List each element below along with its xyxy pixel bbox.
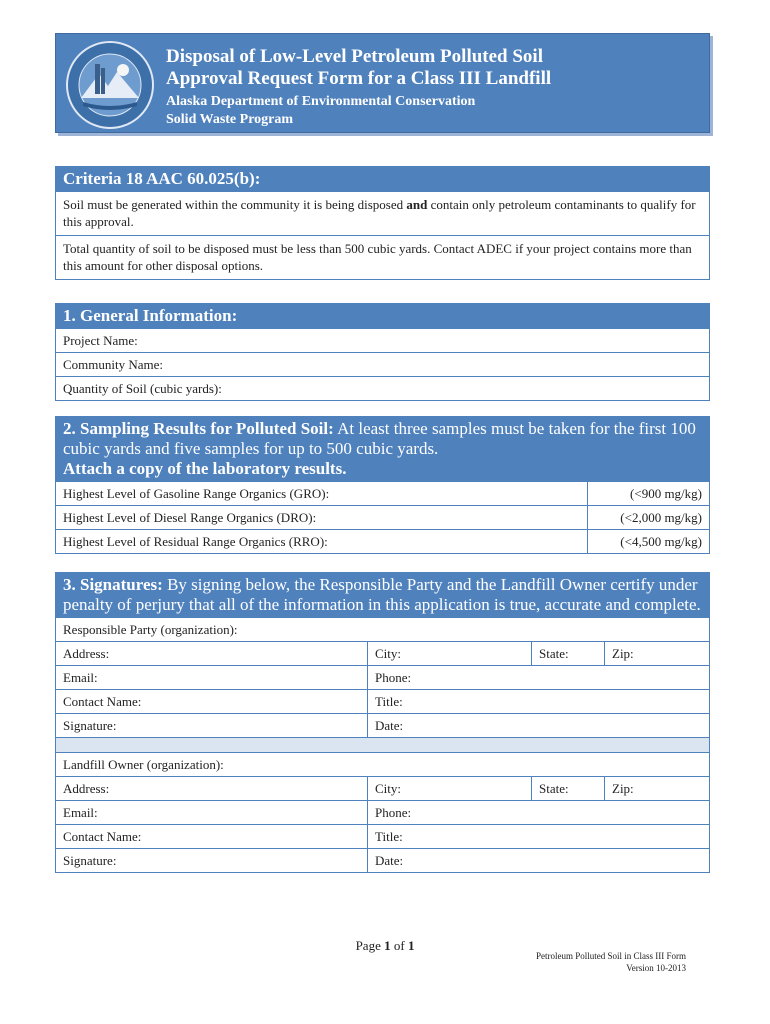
- program-name: Solid Waste Program: [166, 112, 294, 127]
- lo-phone-field[interactable]: Phone:: [367, 801, 709, 824]
- signatures-heading: 3. Signatures: By signing below, the Responsible Party and the Landfill Owner certify under penalty of perjury that all of the information in this application is true, accurate and complete.: [56, 573, 709, 617]
- responsible-party-field[interactable]: Responsible Party (organization):: [56, 617, 709, 641]
- rp-email-row: [56, 665, 709, 689]
- agency-info: [166, 93, 475, 129]
- lo-title-field[interactable]: Title:: [367, 825, 709, 848]
- form-version: Version 10-2013: [626, 963, 686, 973]
- rp-signature-field[interactable]: Signature:: [63, 718, 117, 733]
- criteria-section: [55, 166, 710, 280]
- dro-limit: (<2,000 mg/kg): [587, 506, 709, 529]
- lo-zip-field[interactable]: Zip:: [604, 777, 709, 800]
- rp-phone-field[interactable]: Phone:: [367, 666, 709, 689]
- lo-address-field[interactable]: Address:: [63, 781, 110, 796]
- lo-email-field[interactable]: Email:: [63, 805, 98, 820]
- page-number: Page 1 of 1: [355, 938, 415, 953]
- lo-signature-field[interactable]: Signature:: [63, 853, 117, 868]
- criteria-paragraph-2: Total quantity of soil to be disposed must be less than 500 cubic yards. Contact ADEC if your project contains more than this amount for other disposal options.: [56, 235, 709, 279]
- rro-field[interactable]: Highest Level of Residual Range Organics (RRO): (<4,500 mg/kg): [56, 529, 709, 553]
- general-info-section: [55, 303, 710, 401]
- criteria-heading: Criteria 18 AAC 60.025(b):: [56, 167, 709, 191]
- rp-date-field[interactable]: Date:: [367, 714, 709, 737]
- sampling-heading: 2. Sampling Results for Polluted Soil: At least three samples must be taken for the first 100 cubic yards and five samples for up to 500 cubic yards. Attach a copy of the laboratory results.: [56, 417, 709, 481]
- gro-limit: (<900 mg/kg): [587, 482, 709, 505]
- lo-contact-name-field[interactable]: Contact Name:: [63, 829, 142, 844]
- dro-field[interactable]: Highest Level of Diesel Range Organics (DRO): (<2,000 mg/kg): [56, 505, 709, 529]
- lo-state-field[interactable]: State:: [531, 777, 604, 800]
- section-divider: [56, 737, 709, 752]
- soil-quantity-field[interactable]: Quantity of Soil (cubic yards):: [56, 376, 709, 400]
- lo-date-field[interactable]: Date:: [367, 849, 709, 872]
- rp-email-field[interactable]: Email:: [63, 670, 98, 685]
- attach-results-note: Attach a copy of the laboratory results.: [63, 459, 347, 478]
- agency-name: Alaska Department of Environmental Conservation: [166, 94, 476, 109]
- criteria-paragraph-1: Soil must be generated within the community it is being disposed and contain only petroleum contaminants to qualify for this approval.: [56, 191, 709, 235]
- rp-signature-row: [56, 713, 709, 737]
- project-name-field[interactable]: Project Name:: [56, 328, 709, 352]
- form-title: Disposal of Low-Level Petroleum Polluted Soil Approval Request Form for a Class III Landfill: [166, 46, 552, 89]
- lo-address-row: [56, 776, 709, 800]
- gro-field[interactable]: Highest Level of Gasoline Range Organics (GRO): (<900 mg/kg): [56, 481, 709, 505]
- signatures-section: [55, 572, 710, 873]
- rro-limit: (<4,500 mg/kg): [587, 530, 709, 553]
- rp-city-field[interactable]: City:: [367, 642, 531, 665]
- lo-contact-row: [56, 824, 709, 848]
- rp-state-field[interactable]: State:: [531, 642, 604, 665]
- rp-contact-name-field[interactable]: Contact Name:: [63, 694, 142, 709]
- community-name-field[interactable]: Community Name:: [56, 352, 709, 376]
- state-seal-icon: [65, 40, 155, 130]
- general-info-heading: 1. General Information:: [56, 304, 709, 328]
- rp-contact-row: [56, 689, 709, 713]
- sampling-section: [55, 416, 710, 554]
- landfill-owner-field[interactable]: Landfill Owner (organization):: [56, 752, 709, 776]
- rp-zip-field[interactable]: Zip:: [604, 642, 709, 665]
- lo-city-field[interactable]: City:: [367, 777, 531, 800]
- form-name: Petroleum Polluted Soil in Class III Form: [536, 951, 686, 961]
- form-version-note: [536, 950, 686, 974]
- header-banner: [55, 33, 710, 133]
- lo-signature-row: [56, 848, 709, 872]
- rp-address-row: [56, 641, 709, 665]
- rp-title-field[interactable]: Title:: [367, 690, 709, 713]
- rp-address-field[interactable]: Address:: [63, 646, 110, 661]
- lo-email-row: [56, 800, 709, 824]
